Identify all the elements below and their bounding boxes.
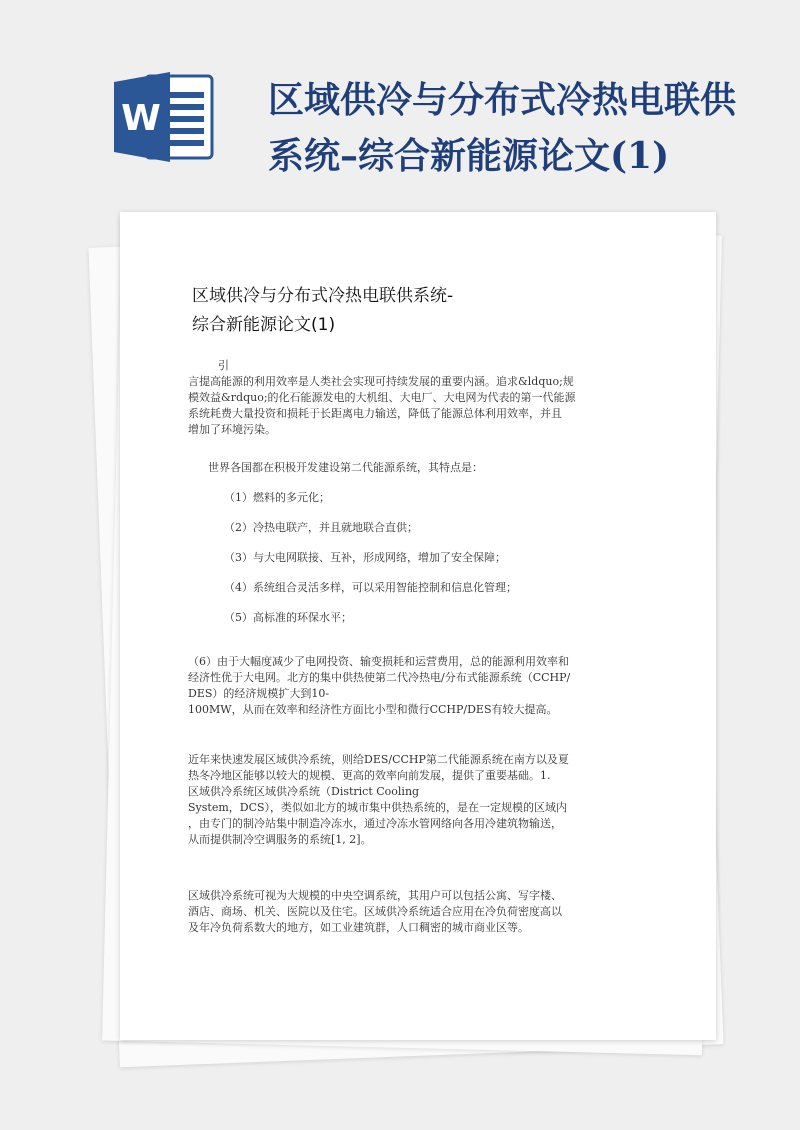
page-title-line-2: 综合新能源论文(1) [192,315,336,335]
paragraph-7-line: ，由专门的制冷站集中制造冷冻水，通过冷冻水管网络向各用冷建筑物输送， [188,817,562,830]
paragraph-7-line: 区域供冷系统区域供冷系统（District Cooling [188,785,420,798]
document-title [268,72,788,184]
paragraph-6-line: （6）由于大幅度减少了电网投资、输变损耗和运营费用，总的能源利用效率和 [188,655,569,668]
feature-item-3: （3）与大电网联接、互补，形成网络，增加了安全保障； [224,551,506,564]
intro-line: 模效益&rdquo;的化石能源发电的大机组、大电厂、大电网为代表的第一代能源 [188,391,576,404]
feature-item-2: （2）冷热电联产，并且就地联合直供； [224,521,418,534]
paragraph-6-line: 100MW，从而在效率和经济性方面比小型和微行CCHP/DES有较大提高。 [188,703,558,716]
intro-line: 言提高能源的利用效率是人类社会实现可持续发展的重要内涵。追求&ldquo;规 [188,375,574,388]
intro-label: 引 [218,359,229,372]
word-icon-letter: W [121,98,161,139]
features-intro: 世界各国都在积极开发建设第二代能源系统，其特点是： [208,461,483,474]
word-document-icon [112,68,216,166]
paragraph-7-line: 从而提供制冷空调服务的系统[1, 2]。 [188,833,372,846]
paragraph-7 [188,752,638,848]
page-title [192,282,672,340]
header [0,0,800,215]
feature-item-1: （1）燃料的多元化； [224,491,330,504]
feature-item-4: （4）系统组合灵活多样，可以采用智能控制和信息化管理； [224,581,517,594]
paragraph-8-line: 区域供冷系统可视为大规模的中央空调系统，其用户可以包括公寓、写字楼、 [188,889,562,902]
page-title-line-1: 区域供冷与分布式冷热电联供系统- [192,286,454,306]
paragraph-6-line: 经济性优于大电网。北方的集中供热使第二代冷热电/分布式能源系统（CCHP/ [188,671,571,684]
intro-paragraph [188,374,638,438]
document-title-line-2: 系统–综合新能源论文(1) [268,135,670,177]
paragraph-6 [188,654,638,718]
document-page [120,212,716,1040]
paragraph-8 [188,888,638,936]
intro-line: 系统耗费大量投资和损耗于长距离电力输送，降低了能源总体利用效率，并且 [188,407,562,420]
feature-item-5: （5）高标准的环保水平； [224,611,352,624]
paragraph-6-line: DES）的经济规模扩大到10- [188,687,330,700]
paragraph-8-line: 及年冷负荷系数大的地方，如工业建筑群，人口稠密的城市商业区等。 [188,921,529,934]
paragraph-7-line: 热冬冷地区能够以较大的规模、更高的效率向前发展，提供了重要基础。1. [188,769,551,782]
paragraph-7-line: System，DCS），类似如北方的城市集中供热系统的，是在一定规模的区域内 [188,801,568,814]
paragraph-7-line: 近年来快速发展区域供冷系统，则给DES/CCHP第二代能源系统在南方以及夏 [188,753,569,766]
intro-line: 增加了环境污染。 [188,423,276,436]
document-title-line-1: 区域供冷与分布式冷热电联供 [268,79,737,121]
paragraph-8-line: 酒店、商场、机关、医院以及住宅。区域供冷系统适合应用在冷负荷密度高以 [188,905,562,918]
